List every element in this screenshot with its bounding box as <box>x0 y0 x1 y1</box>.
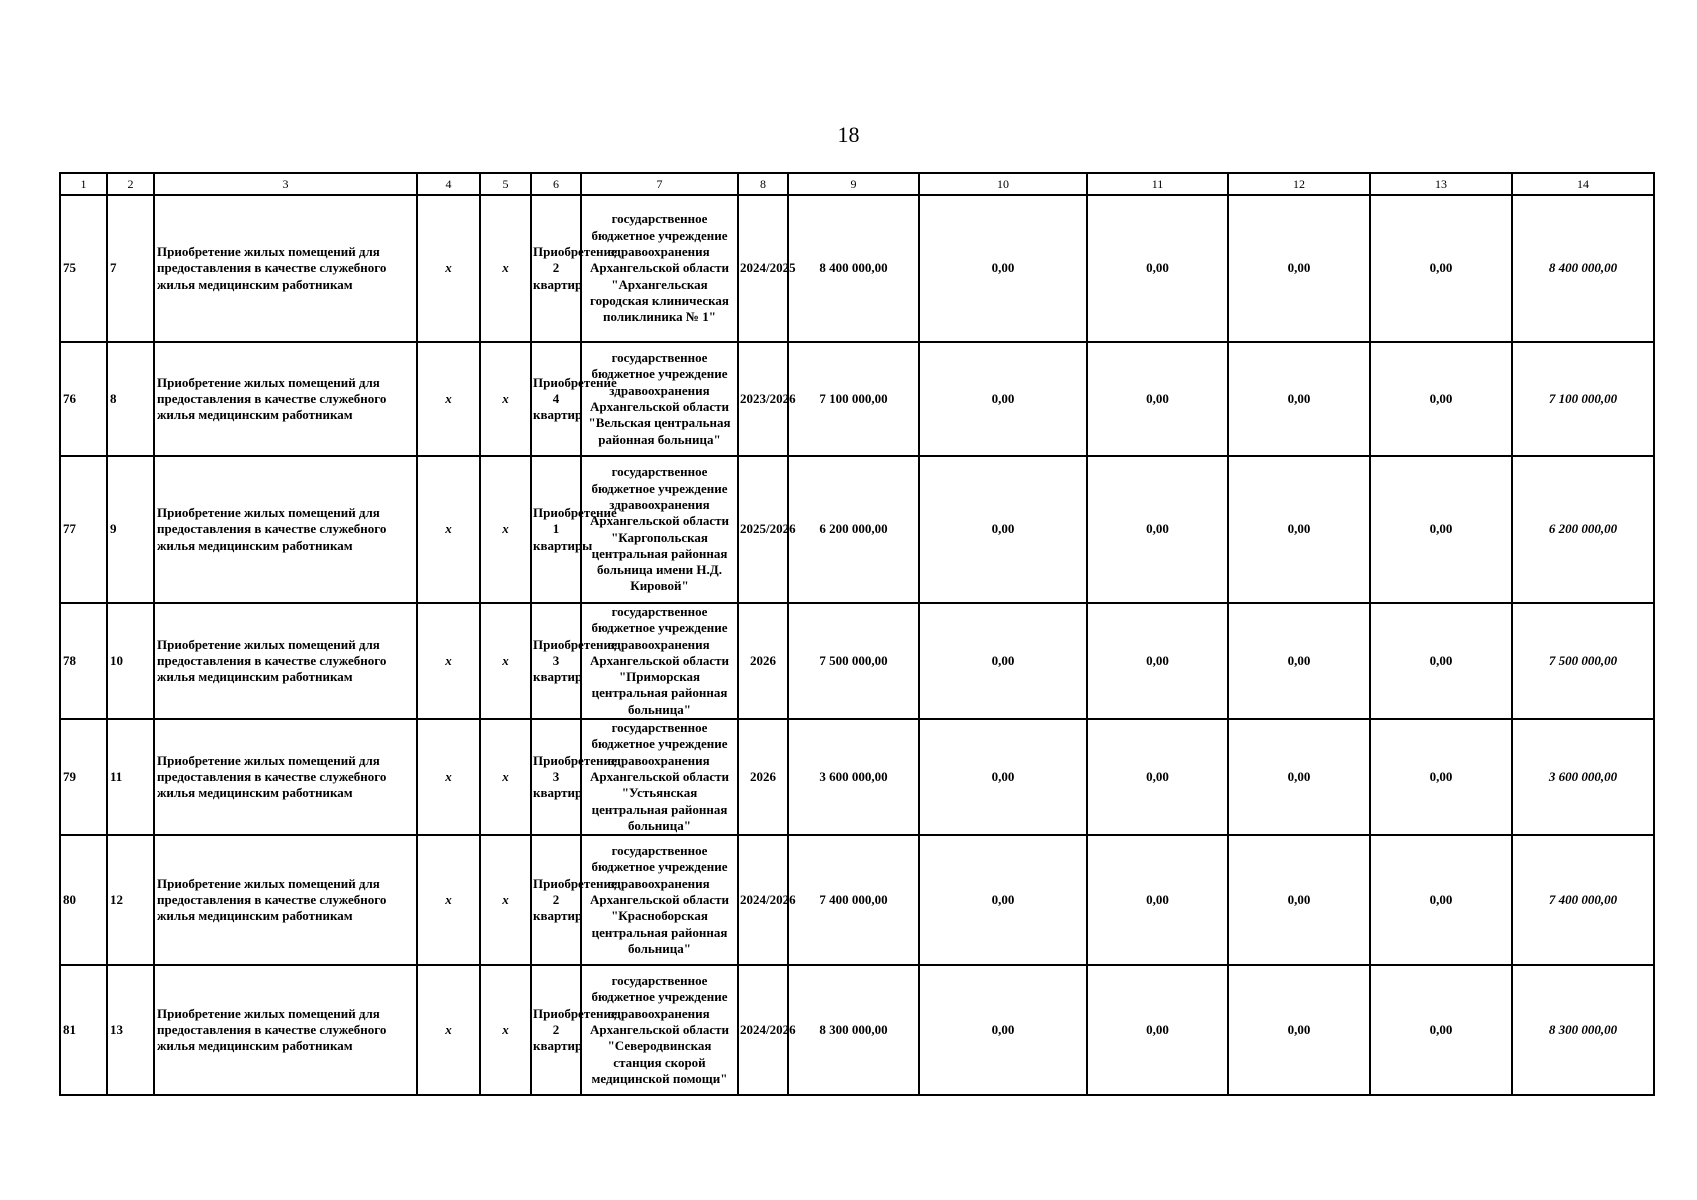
amount-total: 6 200 000,00 <box>1512 456 1654 603</box>
institution: государственное бюджетное учреждение здравоохранения Архангельской области "Красноборская центральная районная больница" <box>581 835 738 965</box>
amount-col11: 0,00 <box>1087 965 1228 1095</box>
measure-name: Приобретение жилых помещений для предоставления в качестве служебного жилья медицинским работникам <box>154 195 417 342</box>
sub-number: 13 <box>107 965 154 1095</box>
amount-col9: 7 500 000,00 <box>788 603 919 719</box>
table-row <box>60 719 1654 835</box>
table-row <box>60 195 1654 342</box>
cell-col4: х <box>417 719 480 835</box>
period: 2025/2026 <box>738 456 788 603</box>
measure-name: Приобретение жилых помещений для предоставления в качестве служебного жилья медицинским работникам <box>154 719 417 835</box>
period: 2024/2026 <box>738 965 788 1095</box>
amount-col11: 0,00 <box>1087 719 1228 835</box>
amount-total: 7 500 000,00 <box>1512 603 1654 719</box>
amount-col12: 0,00 <box>1228 835 1370 965</box>
header-cell: 13 <box>1370 173 1512 195</box>
table-row <box>60 835 1654 965</box>
cell-col5: х <box>480 456 531 603</box>
amount-col13: 0,00 <box>1370 195 1512 342</box>
measure-name: Приобретение жилых помещений для предоставления в качестве служебного жилья медицинским работникам <box>154 603 417 719</box>
row-number: 77 <box>60 456 107 603</box>
header-cell: 11 <box>1087 173 1228 195</box>
header-cell: 12 <box>1228 173 1370 195</box>
amount-col9: 7 100 000,00 <box>788 342 919 456</box>
sub-number: 7 <box>107 195 154 342</box>
cell-col5: х <box>480 195 531 342</box>
amount-col13: 0,00 <box>1370 342 1512 456</box>
institution: государственное бюджетное учреждение здравоохранения Архангельской области "Приморская центральная районная больница" <box>581 603 738 719</box>
table-row <box>60 603 1654 719</box>
table-row <box>60 342 1654 456</box>
page-number: 18 <box>837 122 860 147</box>
amount-col9: 7 400 000,00 <box>788 835 919 965</box>
sub-number: 10 <box>107 603 154 719</box>
header-cell: 14 <box>1512 173 1654 195</box>
amount-col12: 0,00 <box>1228 195 1370 342</box>
amount-col10: 0,00 <box>919 342 1087 456</box>
header-cell: 9 <box>788 173 919 195</box>
row-number: 81 <box>60 965 107 1095</box>
amount-col13: 0,00 <box>1370 835 1512 965</box>
amount-col11: 0,00 <box>1087 456 1228 603</box>
header-cell: 8 <box>738 173 788 195</box>
measure-name: Приобретение жилых помещений для предоставления в качестве служебного жилья медицинским работникам <box>154 965 417 1095</box>
period: 2026 <box>738 719 788 835</box>
institution: государственное бюджетное учреждение здравоохранения Архангельской области "Вельская центральная районная больница" <box>581 342 738 456</box>
cell-col4: х <box>417 603 480 719</box>
cell-col5: х <box>480 603 531 719</box>
amount-col11: 0,00 <box>1087 342 1228 456</box>
amount-col10: 0,00 <box>919 835 1087 965</box>
amount-total: 8 300 000,00 <box>1512 965 1654 1095</box>
amount-col13: 0,00 <box>1370 456 1512 603</box>
capacity: Приобретение 2 квартир <box>531 195 581 342</box>
row-number: 79 <box>60 719 107 835</box>
sub-number: 12 <box>107 835 154 965</box>
cell-col5: х <box>480 342 531 456</box>
amount-col13: 0,00 <box>1370 603 1512 719</box>
header-cell: 6 <box>531 173 581 195</box>
table-row <box>60 965 1654 1095</box>
measure-name: Приобретение жилых помещений для предоставления в качестве служебного жилья медицинским работникам <box>154 835 417 965</box>
investment-table <box>59 172 1655 1096</box>
header-cell: 3 <box>154 173 417 195</box>
amount-total: 7 400 000,00 <box>1512 835 1654 965</box>
cell-col5: х <box>480 965 531 1095</box>
amount-col10: 0,00 <box>919 965 1087 1095</box>
amount-col12: 0,00 <box>1228 342 1370 456</box>
amount-col9: 3 600 000,00 <box>788 719 919 835</box>
amount-col13: 0,00 <box>1370 719 1512 835</box>
amount-col10: 0,00 <box>919 719 1087 835</box>
header-cell: 7 <box>581 173 738 195</box>
cell-col5: х <box>480 835 531 965</box>
capacity: Приобретение 3 квартир <box>531 603 581 719</box>
header-cell: 5 <box>480 173 531 195</box>
row-number: 76 <box>60 342 107 456</box>
amount-col9: 8 400 000,00 <box>788 195 919 342</box>
capacity: Приобретение 2 квартир <box>531 835 581 965</box>
header-cell: 10 <box>919 173 1087 195</box>
amount-col9: 6 200 000,00 <box>788 456 919 603</box>
amount-total: 7 100 000,00 <box>1512 342 1654 456</box>
row-number: 80 <box>60 835 107 965</box>
institution: государственное бюджетное учреждение здравоохранения Архангельской области "Архангельская городская клиническая поликлиника № 1" <box>581 195 738 342</box>
capacity: Приобретение 2 квартир <box>531 965 581 1095</box>
amount-col12: 0,00 <box>1228 603 1370 719</box>
period: 2024/2026 <box>738 835 788 965</box>
row-number: 75 <box>60 195 107 342</box>
amount-total: 8 400 000,00 <box>1512 195 1654 342</box>
header-row <box>60 173 1654 195</box>
institution: государственное бюджетное учреждение здравоохранения Архангельской области "Северодвинская станция скорой медицинской помощи" <box>581 965 738 1095</box>
amount-col11: 0,00 <box>1087 603 1228 719</box>
amount-col12: 0,00 <box>1228 456 1370 603</box>
cell-col5: х <box>480 719 531 835</box>
measure-name: Приобретение жилых помещений для предоставления в качестве служебного жилья медицинским работникам <box>154 342 417 456</box>
table-row <box>60 456 1654 603</box>
cell-col4: х <box>417 195 480 342</box>
amount-col12: 0,00 <box>1228 719 1370 835</box>
cell-col4: х <box>417 342 480 456</box>
sub-number: 8 <box>107 342 154 456</box>
amount-total: 3 600 000,00 <box>1512 719 1654 835</box>
capacity: Приобретение 3 квартир <box>531 719 581 835</box>
sub-number: 11 <box>107 719 154 835</box>
header-cell: 4 <box>417 173 480 195</box>
amount-col10: 0,00 <box>919 603 1087 719</box>
capacity: Приобретение 1 квартиры <box>531 456 581 603</box>
institution: государственное бюджетное учреждение здравоохранения Архангельской области "Каргопольская центральная районная больница имени Н.Д. Кировой" <box>581 456 738 603</box>
amount-col9: 8 300 000,00 <box>788 965 919 1095</box>
amount-col10: 0,00 <box>919 195 1087 342</box>
cell-col4: х <box>417 965 480 1095</box>
amount-col13: 0,00 <box>1370 965 1512 1095</box>
capacity: Приобретение 4 квартир <box>531 342 581 456</box>
measure-name: Приобретение жилых помещений для предоставления в качестве служебного жилья медицинским работникам <box>154 456 417 603</box>
period: 2023/2026 <box>738 342 788 456</box>
row-number: 78 <box>60 603 107 719</box>
amount-col12: 0,00 <box>1228 965 1370 1095</box>
institution: государственное бюджетное учреждение здравоохранения Архангельской области "Устьянская центральная районная больница" <box>581 719 738 835</box>
amount-col11: 0,00 <box>1087 835 1228 965</box>
header-cell: 1 <box>60 173 107 195</box>
amount-col11: 0,00 <box>1087 195 1228 342</box>
cell-col4: х <box>417 456 480 603</box>
sub-number: 9 <box>107 456 154 603</box>
period: 2026 <box>738 603 788 719</box>
amount-col10: 0,00 <box>919 456 1087 603</box>
period: 2024/2025 <box>738 195 788 342</box>
cell-col4: х <box>417 835 480 965</box>
header-cell: 2 <box>107 173 154 195</box>
